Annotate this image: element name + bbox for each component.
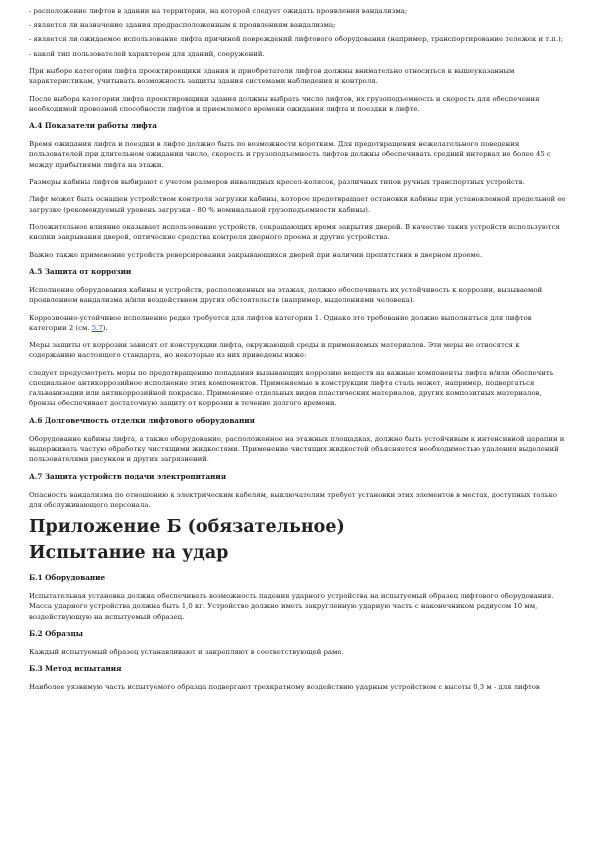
section-heading: Б.3 Метод испытания (29, 664, 122, 674)
paragraph: - является ли ожидаемое использование лифта причиной повреждений лифтового оборудования (например, транспортирование тележек и т.п.); (29, 35, 564, 44)
paragraph: Меры защиты от коррозии зависят от конструкции лифта, окружающей среды и применяемых материалов. Эти меры не относятся к содержанию настоящего стандарта, но некоторые из них приведены ниже: (29, 341, 520, 360)
paragraph: Положительное влияние оказывает использование устройств, сокращающих время закрытия дверей. В качестве таких устройств используются кнопки закрывания дверей, оптические средства контроля дверного проема и другие устройства. (29, 222, 560, 242)
section-heading: Б.1 Оборудование (29, 573, 106, 583)
paragraph: - является ли назначение здания предрасположенным к проявлениям вандализма; (29, 21, 336, 30)
section-heading: А.4 Показатели работы лифта (29, 121, 157, 131)
paragraph: Оборудование кабины лифта, а также оборудование, расположенное на этажных площадках, должно быть устойчивым к интенсивной царапин и выдерживать частую обработку чистящими жидкостями. Применение чистящих жидкостей объясняется необходимостью удаления выделений пользователями рисунков и других загрязнений. (29, 434, 565, 464)
annex-heading: Испытание на удар (29, 543, 229, 564)
paragraph: - какой тип пользователей характерен для зданий, сооружений. (29, 49, 265, 58)
paragraph: Размеры кабины лифтов выбирают с учетом размеров инвалидных кресел-колясок, различных типов ручных транспортных устройств. (29, 177, 525, 186)
paragraph: Каждый испытуемый образец устанавливают и закрепляют в соответствующей раме. (29, 647, 344, 656)
section-heading: Б.2 Образцы (29, 628, 83, 638)
paragraph: При выборе категории лифта проектировщики здания и приобретатели лифтов должны внимательно относиться к вышеуказанным характеристикам, учитывать возможность защиты здания системами наблюдения и контроля. (29, 67, 515, 86)
paragraph: следует предусмотреть меры по предотвращению попадания вызывающих коррозию веществ на важные компоненты лифта и/или обеспечить специальное антикоррозийное исполнение этих компонентов. Применяемые в конструкции лифта сталь может, например, подвергаться гальванизации или антикоррозийной покраске. Применение отдельных видов пластических материалов, других композитных материалов, бронзы обеспечивает достаточную защиту от коррозии в течение долгого времени. (29, 368, 554, 408)
paragraph (29, 313, 567, 333)
paragraph: Опасность вандализма по отношению к электрическим кабелям, выключателям требует установки этих элементов в местах, доступных только для обслуживающего персонала. (29, 490, 558, 509)
paragraph: После выбора категории лифта проектировщики здания должны выбрать число лифтов, их грузоподъемность и скорость для обеспечения необходимой провозной способности лифтов и приемлемого времени ожидания лифта и поездки в лифте. (29, 94, 540, 113)
paragraph: Важно также применение устройств реверсирования закрывающихся дверей при наличии препятствия в дверном проеме. (29, 250, 483, 259)
paragraph: Лифт может быть оснащен устройством контроля загрузки кабины, которое предотвращает остановки кабины при установленной предельной ее загрузке (рекомендуемый уровень загрузки - 80 % номинальной грузоподъемности кабины). (29, 195, 566, 214)
paragraph: Испытательная установка должна обеспечивать возможность падения ударного устройства на испытуемый образец лифтового оборудования. Масса ударного устройства должна быть 1,0 кг. Устройство должно иметь закругленную ударную часть с наконечником радиусом 10 мм, воздействующую на испытуемый образец. (29, 592, 554, 621)
paragraph: - расположение лифтов в здании на территории, на которой следует ожидать проявления вандализма; (29, 7, 408, 15)
section-reference-link[interactable]: 5.7 (91, 323, 103, 332)
annex-heading: Приложение Б (обязательное) (29, 517, 345, 538)
paragraph: Наиболее уязвимую часть испытуемого образца подвергают трехкратному воздействию ударным устройством с высоты 0,3 м - для лифтов (29, 683, 540, 692)
paragraph: Исполнение оборудования кабины и устройств, расположенных на этажах, должно обеспечивать их устойчивость к коррозии, вызываемой проявлением вандализма и/или воздействием других обстоятельств (например, выделениями человека). (29, 285, 543, 305)
section-heading: А.6 Долговечность отделки лифтового оборудования (29, 415, 255, 425)
paragraph-text: Коррозионно-устойчивое исполнение редко требуется для лифтов категории 1. Однако это требование должно выполняться для лифтов категории 2 (см. (29, 313, 532, 332)
paragraph-text: ). (102, 323, 108, 332)
paragraph: Время ожидания лифта и поездки в лифте должно быть по возможности коротким. Для предотвращения нежелательного поведения пользователей при длительном ожидании число, скорость и грузоподъемность лифтов должны обеспечивать средний интервал не более 45 с между прибытиями лифта на этажи. (29, 140, 551, 169)
section-heading: А.5 Защита от коррозии (29, 266, 132, 276)
section-heading: А.7 Защита устройств подачи электропитания (29, 471, 227, 481)
